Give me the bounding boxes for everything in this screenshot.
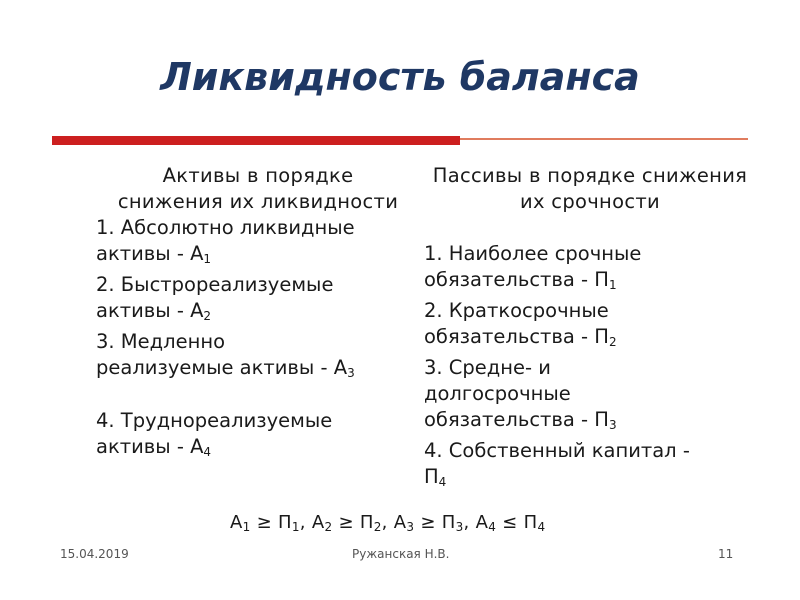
- formula-term-3: [394, 512, 470, 533]
- asset-item-2-sub: 2: [203, 309, 212, 323]
- formula-a2-sub: 2: [324, 520, 333, 534]
- liability-item-4-line1: 4. Собственный капитал -: [424, 439, 690, 462]
- asset-item-1: [96, 215, 418, 272]
- formula-a4-sub: 4: [488, 520, 497, 534]
- asset-item-3-sub: 3: [347, 366, 355, 380]
- formula-p4: П: [523, 512, 538, 533]
- formula-sep1: ,: [299, 512, 306, 533]
- liability-item-4-sub: 4: [438, 475, 447, 489]
- title-accent-rule: [52, 136, 460, 145]
- formula-sep3: ,: [463, 512, 470, 533]
- formula-p2: П: [359, 512, 374, 533]
- asset-item-3-line1: 3. Медленно: [96, 330, 225, 353]
- formula-sep2: ,: [381, 512, 388, 533]
- formula-term-2: [312, 512, 388, 533]
- formula-p1-sub: 1: [291, 520, 300, 534]
- footer-date: 15.04.2019: [60, 547, 129, 561]
- liability-item-3-line3: обязательства - П: [424, 408, 609, 431]
- liability-item-2: [424, 298, 756, 355]
- asset-item-3-line2: реализуемые активы - А: [96, 356, 348, 379]
- formula-p4-sub: 4: [537, 520, 546, 534]
- slide-title: Ликвидность баланса: [160, 55, 640, 99]
- formula-op4: ≤: [502, 512, 518, 533]
- liquidity-conditions-formula: [230, 512, 750, 534]
- footer-page-number: 11: [718, 547, 734, 561]
- asset-item-2-line2: активы - А: [96, 299, 204, 322]
- formula-p2-sub: 2: [373, 520, 382, 534]
- asset-item-4-line2: активы - А: [96, 435, 204, 458]
- asset-item-4-sub: 4: [203, 445, 212, 459]
- liability-item-2-line2: обязательства - П: [424, 325, 609, 348]
- liability-item-3-sub: 3: [608, 418, 617, 432]
- liability-item-4: [424, 438, 756, 495]
- liability-item-4-line2: П: [424, 465, 439, 488]
- formula-p1: П: [278, 512, 292, 533]
- asset-item-3: [96, 329, 418, 386]
- formula-a1-sub: 1: [242, 520, 251, 534]
- liability-item-3-line1: 3. Средне- и: [424, 356, 551, 379]
- asset-item-2-line1: 2. Быстрореализуемые: [96, 273, 334, 296]
- liability-item-2-line1: 2. Краткосрочные: [424, 299, 609, 322]
- liability-item-3-line2: долгосрочные: [424, 382, 571, 405]
- formula-op2: ≥: [338, 512, 354, 533]
- formula-a3: А: [393, 512, 407, 533]
- liability-item-2-sub: 2: [608, 335, 617, 349]
- formula-a2: А: [311, 512, 325, 533]
- asset-item-2: [96, 272, 418, 329]
- assets-heading: Активы в порядке снижения их ликвидности: [117, 164, 399, 213]
- footer-author: Ружанская Н.В.: [352, 547, 450, 561]
- formula-p3: П: [441, 512, 456, 533]
- formula-term-1: [230, 512, 306, 533]
- asset-item-1-line2: активы - А: [96, 242, 204, 265]
- asset-item-4: [96, 408, 418, 465]
- asset-item-4-line1: 4. Труднореализуемые: [96, 409, 333, 432]
- formula-p3-sub: 3: [455, 520, 464, 534]
- formula-a4: А: [475, 512, 489, 533]
- formula-a1: А: [230, 512, 243, 533]
- liability-item-1: [424, 241, 756, 298]
- asset-item-1-sub: 1: [203, 252, 212, 266]
- liabilities-column: [424, 163, 756, 495]
- formula-op3: ≥: [420, 512, 436, 533]
- liabilities-heading: Пассивы в порядке снижения их срочности: [432, 164, 748, 213]
- formula-op1: ≥: [256, 512, 272, 533]
- title-thin-rule: [460, 138, 748, 140]
- liability-item-3: [424, 355, 756, 438]
- asset-item-1-line1: 1. Абсолютно ликвидные: [96, 216, 355, 239]
- liability-item-1-line1: 1. Наиболее срочные: [424, 242, 642, 265]
- liability-item-1-line2: обязательства - П: [424, 268, 609, 291]
- formula-term-4: [476, 512, 546, 533]
- formula-a3-sub: 3: [406, 520, 415, 534]
- assets-column: [96, 163, 418, 465]
- liability-item-1-sub: 1: [608, 278, 617, 292]
